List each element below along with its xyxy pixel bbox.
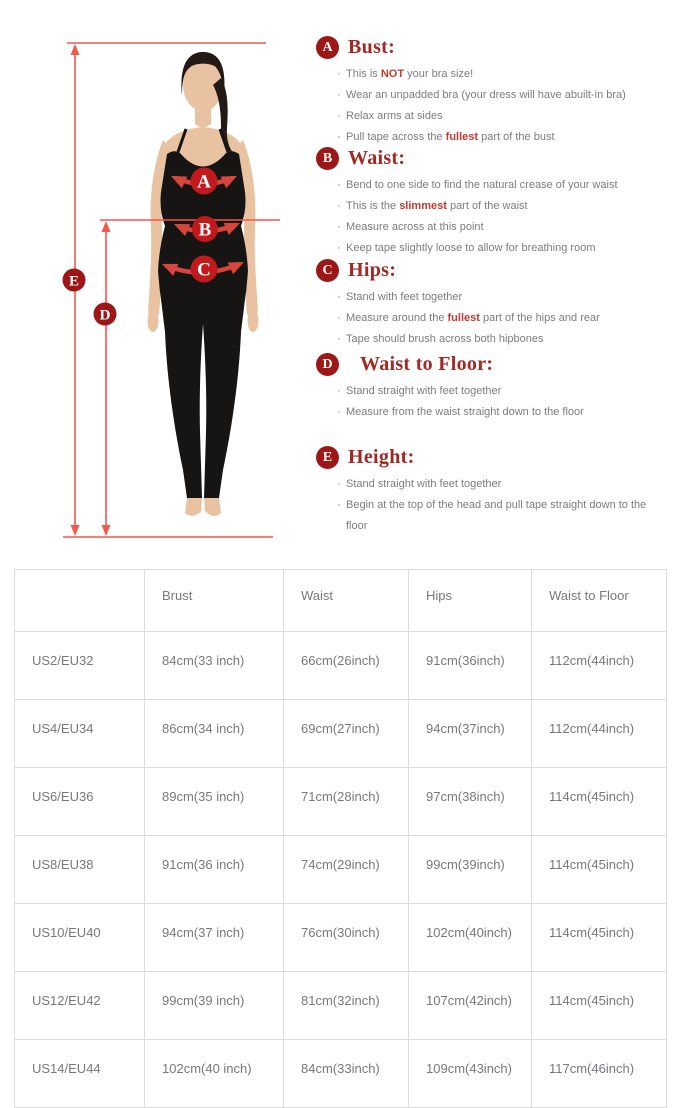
size-label-cell: US12/EU42 [15, 972, 145, 1040]
table-cell: 102cm(40 inch) [145, 1040, 284, 1108]
section-height- [316, 446, 666, 537]
bullet-text: part of the bust [478, 131, 555, 143]
circle-letter-badge: E [316, 446, 339, 469]
table-cell: 69cm(27inch) [284, 700, 409, 768]
bullet-text: Stand straight with feet together [346, 478, 502, 490]
table-cell: 84cm(33 inch) [145, 632, 284, 700]
accent-text: fullest [445, 131, 479, 143]
table-row [15, 1040, 667, 1108]
bullet-text: your bra size! [404, 68, 474, 80]
bullet-text: Stand straight with feet together [346, 385, 502, 397]
bullet-item [337, 217, 659, 238]
table-cell: 99cm(39 inch) [145, 972, 284, 1040]
bullet-text: Measure from the waist straight down to the floor [346, 406, 584, 418]
waist-badge-letter: B [198, 219, 212, 241]
bullet-item [337, 474, 659, 495]
bullet-text: Measure around the [346, 312, 448, 324]
bullet-item [337, 287, 659, 308]
size-label-cell: US10/EU40 [15, 904, 145, 972]
table-header-cell: Waist [284, 570, 409, 632]
table-cell: 114cm(45inch) [532, 972, 667, 1040]
waist-to-floor-badge-letter: D [99, 307, 111, 324]
bullet-text: Pull tape across the [346, 131, 446, 143]
circle-letter-badge: D [316, 353, 339, 376]
bullet-dot: · [337, 406, 341, 418]
measurement-figure [0, 0, 330, 560]
bullet-list [316, 64, 659, 148]
size-chart-table [14, 569, 667, 1108]
table-cell: 91cm(36 inch) [145, 836, 284, 904]
bullet-item [337, 308, 659, 329]
size-label-cell: US2/EU32 [15, 632, 145, 700]
section-title: Waist: [348, 147, 406, 169]
size-chart-body [15, 632, 667, 1108]
size-label-cell: US8/EU38 [15, 836, 145, 904]
bullet-text: Relax arms at sides [346, 110, 443, 122]
bullet-item [337, 85, 659, 106]
model-photo [148, 52, 259, 516]
accent-text: fullest [447, 312, 480, 324]
bullet-dot: · [337, 385, 341, 397]
circle-letter-badge: A [316, 36, 339, 59]
bullet-item [337, 329, 659, 350]
bullet-list [316, 381, 659, 423]
table-cell: 84cm(33inch) [284, 1040, 409, 1108]
bullet-text: This is [346, 68, 381, 80]
bullet-dot: · [337, 221, 341, 233]
table-row [15, 972, 667, 1040]
bullet-dot: · [337, 242, 341, 254]
bullet-item [337, 106, 659, 127]
table-cell: 94cm(37inch) [409, 700, 532, 768]
bullet-dot: · [337, 291, 341, 303]
table-cell: 102cm(40inch) [409, 904, 532, 972]
table-cell: 114cm(45inch) [532, 768, 667, 836]
bullet-text: part of the hips and rear [479, 312, 600, 324]
bullet-text: Bend to one side to find the natural crease of your waist [346, 179, 618, 191]
table-cell: 97cm(38inch) [409, 768, 532, 836]
table-cell: 99cm(39inch) [409, 836, 532, 904]
table-cell: 114cm(45inch) [532, 904, 667, 972]
table-cell: 117cm(46inch) [532, 1040, 667, 1108]
bullet-dot: · [337, 478, 341, 490]
table-row [15, 700, 667, 768]
bullet-text: Begin at the top of the head and pull tape straight down to the floor [346, 499, 647, 532]
bullet-dot: · [337, 499, 341, 511]
bullet-item [337, 381, 659, 402]
table-header-cell: Waist to Floor [532, 570, 667, 632]
bullet-item [337, 495, 659, 537]
circle-letter-badge: C [316, 259, 339, 282]
table-cell: 114cm(45inch) [532, 836, 667, 904]
table-cell: 81cm(32inch) [284, 972, 409, 1040]
size-label-cell: US14/EU44 [15, 1040, 145, 1108]
bullet-dot: · [337, 200, 341, 212]
section-waist-to-floor- [316, 353, 666, 423]
bullet-text: Stand with feet together [346, 291, 463, 303]
bullet-dot: · [337, 179, 341, 191]
table-cell: 89cm(35 inch) [145, 768, 284, 836]
table-cell: 91cm(36inch) [409, 632, 532, 700]
bullet-dot: · [337, 312, 341, 324]
table-cell: 86cm(34 inch) [145, 700, 284, 768]
bullet-text: Wear an unpadded bra (your dress will have abuilt-in bra) [346, 89, 626, 101]
bullet-item [337, 127, 659, 148]
table-cell: 112cm(44inch) [532, 632, 667, 700]
section-bust- [316, 36, 666, 148]
table-cell: 76cm(30inch) [284, 904, 409, 972]
circle-letter-badge: B [316, 147, 339, 170]
bullet-text: part of the waist [446, 200, 528, 212]
bullet-item [337, 175, 659, 196]
table-header-cell: Brust [145, 570, 284, 632]
table-row [15, 836, 667, 904]
accent-text: slimmest [399, 200, 447, 212]
table-row [15, 768, 667, 836]
bullet-text: Tape should brush across both hipbones [346, 333, 544, 345]
table-row [15, 904, 667, 972]
bullet-list [316, 287, 659, 350]
bullet-text: This is the [346, 200, 400, 212]
section-title: Waist to Floor: [360, 353, 494, 375]
hips-badge-letter: C [197, 259, 211, 281]
bullet-dot: · [337, 68, 341, 80]
table-cell: 71cm(28inch) [284, 768, 409, 836]
bullet-text: Measure across at this point [346, 221, 484, 233]
bullet-item [337, 238, 659, 259]
section-title: Height: [348, 446, 415, 468]
table-row [15, 632, 667, 700]
size-label-cell: US6/EU36 [15, 768, 145, 836]
table-cell: 94cm(37 inch) [145, 904, 284, 972]
table-cell: 74cm(29inch) [284, 836, 409, 904]
section-waist- [316, 147, 666, 259]
size-label-cell: US4/EU34 [15, 700, 145, 768]
table-header-cell [15, 570, 145, 632]
instruction-sections [316, 0, 672, 560]
section-title: Hips: [348, 259, 397, 281]
table-cell: 109cm(43inch) [409, 1040, 532, 1108]
bullet-dot: · [337, 131, 341, 143]
bullet-dot: · [337, 110, 341, 122]
table-header-cell: Hips [409, 570, 532, 632]
bullet-list [316, 474, 659, 537]
bullet-item [337, 196, 659, 217]
table-cell: 107cm(42inch) [409, 972, 532, 1040]
bullet-dot: · [337, 333, 341, 345]
bullet-item [337, 64, 659, 85]
section-title: Bust: [348, 36, 396, 58]
section-hips- [316, 259, 666, 350]
bullet-list [316, 175, 659, 259]
size-chart-header [15, 570, 667, 632]
bullet-dot: · [337, 89, 341, 101]
accent-text: NOT [380, 68, 405, 80]
table-cell: 66cm(26inch) [284, 632, 409, 700]
table-cell: 112cm(44inch) [532, 700, 667, 768]
bust-badge-letter: A [197, 171, 211, 193]
bullet-item [337, 402, 659, 423]
bullet-text: Keep tape slightly loose to allow for breathing room [346, 242, 596, 254]
height-badge-letter: E [68, 273, 80, 290]
